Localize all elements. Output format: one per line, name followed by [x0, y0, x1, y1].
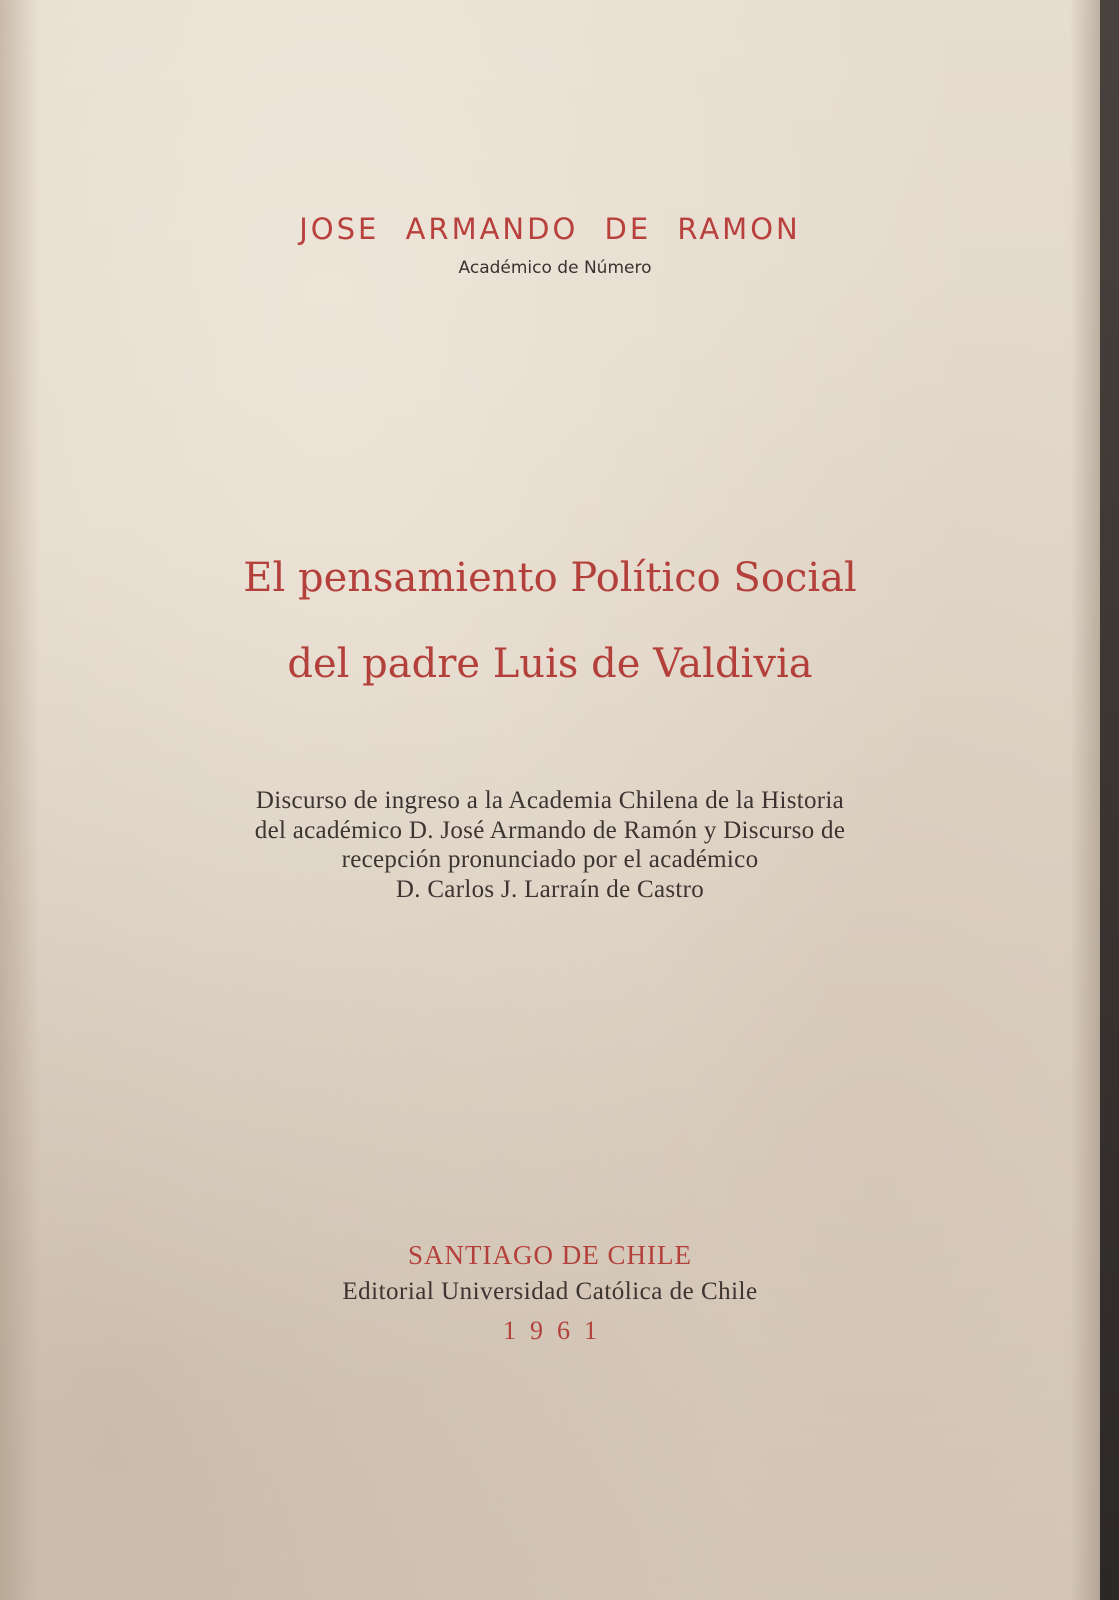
title-line-1: El pensamiento Político Social [243, 555, 857, 601]
publisher: Editorial Universidad Católica de Chile [342, 1278, 758, 1305]
description-line-2: del académico D. José Armando de Ramón y Discurso de [254, 816, 846, 844]
background-surface [1100, 0, 1119, 1600]
author-name: JOSE ARMANDO DE RAMON [299, 212, 801, 246]
title-line-2: del padre Luis de Valdivia [287, 641, 813, 687]
description-line-1: Discurso de ingreso a la Academia Chilena de la Historia [255, 787, 845, 814]
description-line-3: recepción pronunciado por el académico [341, 846, 759, 873]
book-title [0, 535, 1100, 707]
publication-year: 1961 [503, 1316, 611, 1345]
description [0, 786, 1100, 904]
description-line-4: D. Carlos J. Larraín de Castro [395, 875, 705, 903]
publication-city: SANTIAGO DE CHILE [408, 1240, 692, 1270]
author-role: Académico de Número [458, 258, 652, 278]
